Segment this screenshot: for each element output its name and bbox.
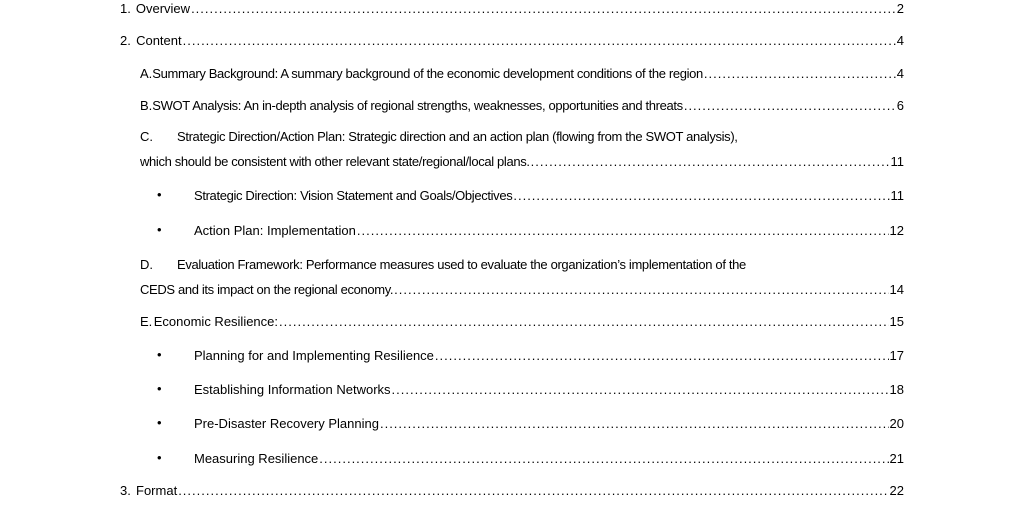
toc-entry-action-plan[interactable] [194, 222, 904, 240]
toc-title: Establishing Information Networks [194, 382, 391, 397]
toc-page-number: 2 [896, 1, 904, 16]
toc-entry-measuring-resilience[interactable] [194, 450, 904, 468]
toc-entry-summary-background[interactable] [140, 65, 904, 83]
toc-page-number: 15 [889, 314, 904, 329]
dot-leader [380, 415, 889, 433]
dot-leader [191, 0, 896, 18]
dot-leader [394, 281, 888, 299]
toc-number: 2. [120, 33, 131, 48]
toc-entry-vision-statement[interactable] [194, 187, 904, 205]
toc-title: Planning for and Implementing Resilience [194, 348, 434, 363]
toc-page-number: 18 [889, 382, 904, 397]
toc-number: C. [140, 129, 153, 144]
toc-number: A. [140, 66, 153, 81]
toc-title: Measuring Resilience [194, 451, 319, 466]
toc-entry-planning-resilience[interactable] [194, 347, 904, 365]
bullet-icon: • [157, 381, 162, 396]
toc-page-number: 20 [889, 416, 904, 431]
toc-page-number: 6 [896, 98, 904, 113]
toc-page-number: 11 [890, 154, 904, 169]
toc-entry-swot-analysis[interactable] [140, 97, 904, 115]
toc-page-number: 4 [896, 66, 904, 81]
toc-page-number: 14 [889, 282, 904, 297]
toc-entry-information-networks[interactable] [194, 381, 904, 399]
toc-title: Strategic Direction: Vision Statement and Goals/Objectives [194, 188, 513, 203]
toc-page-number: 17 [889, 348, 904, 363]
dot-leader [704, 65, 896, 83]
toc-title: Summary Background: A summary background of the economic development conditions of the region [152, 66, 703, 81]
bullet-icon: • [157, 222, 162, 237]
toc-number: 3. [120, 483, 131, 498]
toc-entry-strategic-direction-line1[interactable] [140, 128, 738, 146]
dot-leader [178, 482, 888, 500]
dot-leader [279, 313, 889, 331]
toc-page-number: 11 [890, 188, 904, 203]
toc-entry-evaluation-framework-line2[interactable] [140, 281, 904, 299]
toc-entry-economic-resilience[interactable] [140, 313, 904, 331]
dot-leader [684, 97, 896, 115]
bullet-icon: • [157, 347, 162, 362]
toc-title-continued: which should be consistent with other relevant state/regional/local plans. [140, 154, 530, 169]
toc-entry-format[interactable] [120, 482, 904, 500]
dot-leader [183, 32, 896, 50]
toc-title: Content [136, 33, 182, 48]
toc-title: Overview [135, 1, 191, 16]
toc-title-continued: CEDS and its impact on the regional economy. [140, 282, 394, 297]
toc-title: Economic Resilience: [153, 314, 279, 329]
toc-entry-pre-disaster-planning[interactable] [194, 415, 904, 433]
dot-leader [531, 153, 890, 171]
toc-page-number: 21 [889, 451, 904, 466]
toc-title: Pre-Disaster Recovery Planning [194, 416, 379, 431]
toc-entry-evaluation-framework-line1[interactable] [140, 256, 746, 274]
bullet-icon: • [157, 187, 162, 202]
toc-title: Format [136, 483, 178, 498]
toc-entry-overview[interactable] [120, 0, 904, 18]
toc-number: 1. [120, 1, 131, 16]
toc-title: Strategic Direction/Action Plan: Strategic direction and an action plan (flowing from the SWOT analysis), [177, 129, 738, 144]
toc-title: SWOT Analysis: An in-depth analysis of regional strengths, weaknesses, opportunities and threats [152, 98, 683, 113]
dot-leader [435, 347, 889, 365]
dot-leader [357, 222, 889, 240]
toc-number: D. [140, 257, 153, 272]
toc-entry-strategic-direction-line2[interactable] [140, 153, 904, 171]
dot-leader [319, 450, 888, 468]
toc-title: Action Plan: Implementation [194, 223, 356, 238]
toc-page-number: 22 [889, 483, 904, 498]
toc-page-number: 12 [889, 223, 904, 238]
toc-page-number: 4 [896, 33, 904, 48]
toc-entry-content[interactable] [120, 32, 904, 50]
dot-leader [513, 187, 889, 205]
toc-number: E. [140, 314, 153, 329]
dot-leader [392, 381, 889, 399]
bullet-icon: • [157, 415, 162, 430]
toc-number: B. [140, 98, 153, 113]
toc-title: Evaluation Framework: Performance measures used to evaluate the organization’s implementation of the [177, 257, 746, 272]
bullet-icon: • [157, 450, 162, 465]
